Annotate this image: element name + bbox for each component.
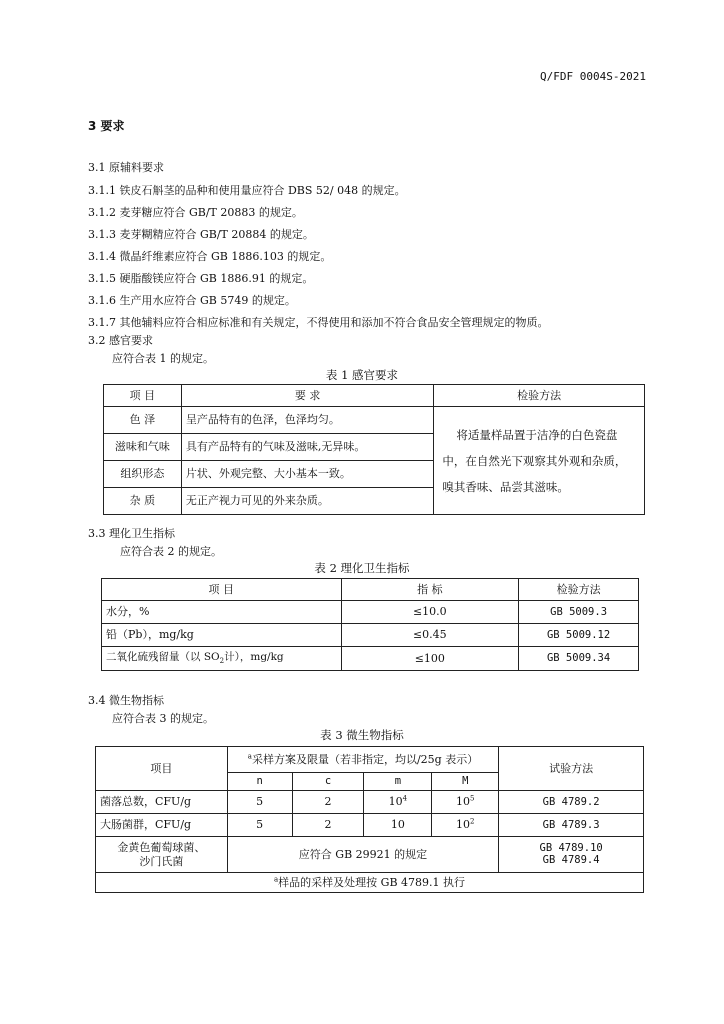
t3-header-method: 试验方法: [499, 747, 644, 791]
t3-sub-c: c: [292, 773, 364, 791]
t2-row-method: GB 5009.3: [519, 601, 639, 624]
t3-sub-m: m: [364, 773, 432, 791]
section-title: 3 要求: [88, 119, 125, 133]
s31-item-1: 3.1.1 铁皮石斛茎的品种和使用量应符合 DBS 52/ 048 的规定。: [88, 184, 406, 197]
t1-row-item: 滋味和气味: [104, 434, 182, 461]
t3-row-item: 金黄色葡萄球菌、 沙门氏菌: [96, 837, 228, 873]
t3-sub-M: M: [432, 773, 499, 791]
s32-note: 应符合表 1 的规定。: [112, 352, 214, 365]
document-code: Q/FDF 0004S-2021: [540, 70, 646, 83]
t1-row-req: 片状、外观完整、大小基本一致。: [181, 461, 434, 488]
t1-row-req: 无正产视力可见的外来杂质。: [181, 488, 434, 515]
t3-row-n: 5: [227, 814, 292, 837]
t3-sub-n: n: [227, 773, 292, 791]
s33-heading: 3.3 理化卫生指标: [88, 527, 175, 540]
t3-row-c: 2: [292, 814, 364, 837]
t3-row-M: $10^2$: [432, 814, 499, 837]
t1-method-line: 将适量样品置于洁净的白色瓷盘: [456, 427, 618, 442]
sensory-table: [103, 384, 645, 515]
s31-item-5: 3.1.5 硬脂酸镁应符合 GB 1886.91 的规定。: [88, 272, 314, 285]
t2-row-item: 水分，%: [102, 601, 342, 624]
s31-item-2: 3.1.2 麦芽糖应符合 GB/T 20883 的规定。: [88, 206, 303, 219]
t3-row-item: 大肠菌群，CFU/g: [96, 814, 228, 837]
t3-row-n: 5: [227, 791, 292, 814]
t2-row-item: 铅（Pb），mg/kg: [102, 624, 342, 647]
t2-row-method: GB 5009.12: [519, 624, 639, 647]
table2-caption: 表 2 理化卫生指标: [314, 561, 410, 575]
t3-row-M: $10^5$: [432, 791, 499, 814]
s33-note: 应符合表 2 的规定。: [120, 545, 222, 558]
table3-caption: 表 3 微生物指标: [320, 728, 404, 742]
s34-note: 应符合表 3 的规定。: [112, 712, 214, 725]
t3-row-merged: 应符合 GB 29921 的规定: [227, 837, 498, 873]
t1-method-line: 嗅其香味、品尝其滋味。: [442, 479, 569, 494]
t3-row-method: GB 4789.10 GB 4789.4: [499, 837, 644, 873]
t1-header-method: 检验方法: [434, 385, 645, 407]
t1-method-cell: [434, 407, 645, 515]
t1-row-item: 杂 质: [104, 488, 182, 515]
t1-header-req: 要 求: [181, 385, 434, 407]
s31-heading: 3.1 原辅料要求: [88, 161, 164, 174]
t3-row-m: $10^4$: [364, 791, 432, 814]
t2-header-method: 检验方法: [519, 579, 639, 601]
t1-row-item: 色 泽: [104, 407, 182, 434]
t3-row-method: GB 4789.3: [499, 814, 644, 837]
s31-item-3: 3.1.3 麦芽糊精应符合 GB/T 20884 的规定。: [88, 228, 314, 241]
t2-row-item: 二氧化硫残留量（以 $SO_2$计），mg/kg: [102, 647, 342, 671]
t2-header-value: 指 标: [341, 579, 519, 601]
t2-row-value: ≤10.0: [341, 601, 519, 624]
t2-row-method: GB 5009.34: [519, 647, 639, 671]
t3-row-item: 菌落总数，CFU/g: [96, 791, 228, 814]
physicochemical-table: [101, 578, 639, 671]
t2-row-value: ≤0.45: [341, 624, 519, 647]
t3-header-item: 项目: [96, 747, 228, 791]
t1-row-req: 呈产品特有的色泽，色泽均匀。: [181, 407, 434, 434]
t2-header-item: 项 目: [102, 579, 342, 601]
t1-header-item: 项 目: [104, 385, 182, 407]
t3-row-c: 2: [292, 791, 364, 814]
t2-row-value: ≤100: [341, 647, 519, 671]
t1-row-item: 组织形态: [104, 461, 182, 488]
microbial-table: [95, 746, 644, 893]
t3-footnote: $^a$样品的采样及处理按 GB 4789.1 执行: [96, 873, 644, 893]
t3-header-plan: $^a$采样方案及限量（若非指定，均以/25g 表示）: [227, 747, 498, 773]
t1-method-line: 中，在自然光下观察其外观和杂质，: [442, 453, 627, 468]
table1-caption: 表 1 感官要求: [325, 368, 399, 382]
s31-item-7: 3.1.7 其他辅料应符合相应标准和有关规定，不得使用和添加不符合食品安全管理规定的物质。: [88, 316, 549, 329]
t3-row-method: GB 4789.2: [499, 791, 644, 814]
s31-item-4: 3.1.4 微晶纤维素应符合 GB 1886.103 的规定。: [88, 250, 332, 263]
s34-heading: 3.4 微生物指标: [88, 694, 164, 707]
t3-row-m: 10: [364, 814, 432, 837]
s32-heading: 3.2 感官要求: [88, 334, 153, 347]
s31-item-6: 3.1.6 生产用水应符合 GB 5749 的规定。: [88, 294, 296, 307]
t1-row-req: 具有产品特有的气味及滋味,无异味。: [181, 434, 434, 461]
